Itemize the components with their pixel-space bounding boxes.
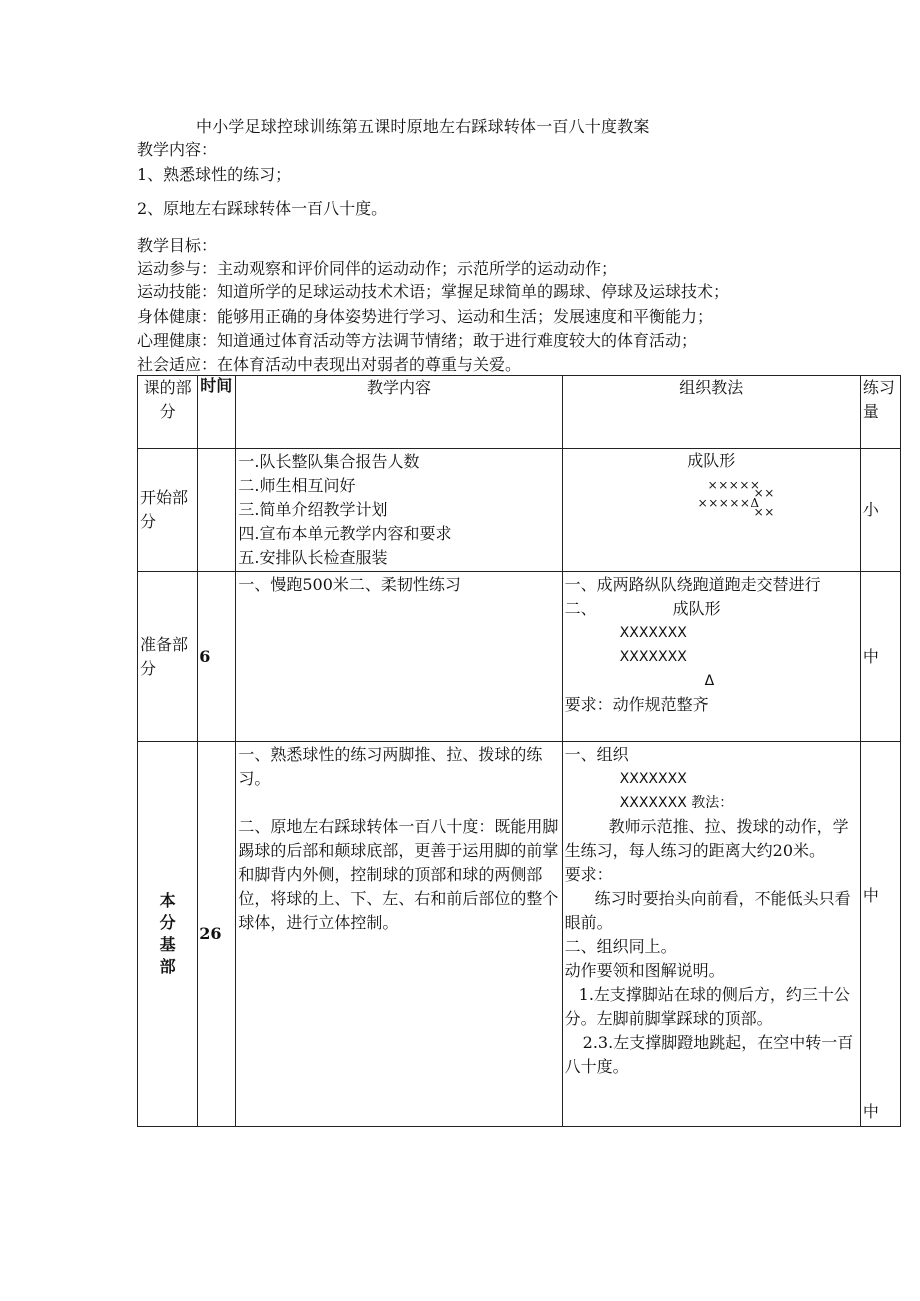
main-time: 26 [198, 742, 236, 1127]
start-method [562, 449, 860, 572]
prep-formation-row-1: XXXXXXX [619, 625, 687, 641]
main-method-step1: 1.左支撑脚站在球的侧后方，约三十公分。左脚前脚掌踩球的顶部。 [564, 985, 850, 1028]
main-method-teach: 教师示范推、拉、拨球的动作，学生练习，每人练习的距离大约20米。 [564, 817, 849, 860]
main-method-org2: 二、组织同上。 [564, 937, 677, 956]
header-method: 组织教法 [562, 376, 860, 449]
start-part: 开始部分 [138, 449, 198, 572]
row-main [138, 742, 901, 1127]
goals-heading: 教学目标： [137, 236, 218, 255]
content-item-2: 2、原地左右踩球转体一百八十度。 [137, 199, 388, 218]
prep-part: 准备部分 [138, 572, 198, 742]
row-start [138, 449, 901, 572]
content-item-1: 1、熟悉球性的练习； [137, 165, 292, 184]
prep-method [562, 572, 860, 742]
main-content-1: 一、熟悉球性的练习两脚推、拉、拨球的练习。 [238, 745, 543, 788]
prep-requirement: 要求：动作规范整齐 [564, 695, 709, 714]
start-content-5: 五.安排队长检查服装 [238, 548, 388, 567]
main-method-req-text: 练习时要抬头向前看，不能低头只看眼前。 [564, 889, 851, 932]
prep-teacher-marker: Δ [704, 673, 715, 689]
main-method-explain: 动作要领和图解说明。 [564, 961, 725, 980]
header-content: 教学内容 [236, 376, 562, 449]
prep-method-2: 二、 [564, 599, 597, 618]
main-load-2: 中 [862, 1102, 879, 1121]
main-method-req: 要求： [564, 865, 613, 884]
main-part [138, 742, 198, 1127]
main-method-step23: 2.3.左支撑脚蹬地跳起，在空中转一百八十度。 [564, 1033, 854, 1076]
page-title: 中小学足球控球训练第五课时原地左右踩球转体一百八十度教案 [196, 117, 650, 136]
main-content [236, 742, 562, 1127]
prep-content: 一、慢跑500米二、柔韧性练习 [236, 572, 562, 742]
header-load: 练习量 [860, 376, 900, 449]
prep-method-1: 一、成两路纵队绕跑道跑走交替进行 [564, 575, 821, 594]
formation-row-1: ××××× [707, 478, 761, 492]
goal-physical: 身体健康：能够用正确的身体姿势进行学习、运动和生活；发展速度和平衡能力； [137, 307, 714, 326]
main-formation-row-1: XXXXXXX [619, 771, 687, 787]
start-content-2: 二.师生相互问好 [238, 476, 356, 495]
start-formation [563, 473, 860, 521]
formation-row-2: ×××××Δ [697, 496, 760, 510]
goal-skill: 运动技能：知道所学的足球运动技术术语；掌握足球简单的踢球、停球及运球技术； [137, 282, 730, 301]
prep-formation-title: 成队形 [672, 599, 721, 618]
goal-social: 社会适应：在体育活动中表现出对弱者的尊重与关爱。 [137, 355, 522, 374]
goal-participation: 运动参与：主动观察和评价同伴的运动动作；示范所学的运动动作； [137, 259, 618, 278]
main-method [562, 742, 860, 1127]
prep-formation-row-2: XXXXXXX [619, 649, 687, 665]
start-content-4: 四.宣布本单元教学内容和要求 [238, 524, 452, 543]
main-load [860, 742, 900, 1127]
main-method-1: 一、组织 [564, 745, 629, 764]
row-prep [138, 572, 901, 742]
start-formation-title: 成队形 [687, 451, 736, 470]
start-time [198, 449, 236, 572]
content-heading: 教学内容： [137, 140, 218, 159]
start-content-3: 三.简单介绍教学计划 [238, 500, 388, 519]
main-part-label: 本分基部 [159, 891, 176, 976]
formation-flank-2: ×× [753, 505, 775, 519]
goal-mental: 心理健康：知道通过体育活动等方法调节情绪；敢于进行难度较大的体育活动； [137, 331, 698, 350]
lesson-table [137, 375, 901, 1127]
header-part: 课的部分 [138, 376, 198, 449]
start-content [236, 449, 562, 572]
header-time: 时间 [198, 376, 236, 449]
start-load: 小 [860, 449, 900, 572]
prep-load: 中 [860, 572, 900, 742]
start-content-1: 一.队长整队集合报告人数 [238, 452, 420, 471]
table-header-row [138, 376, 901, 449]
formation-flank-1: ×× [753, 486, 775, 500]
main-content-2: 二、原地左右踩球转体一百八十度：既能用脚踢球的后部和颠球底部，更善于运用脚的前掌和脚背内外侧，控制球的顶部和球的两侧部位，将球的上、下、左、右和前后部位的整个球体，进行立体控制。 [238, 817, 559, 932]
main-formation-row-2: XXXXXXX 教法： [619, 795, 734, 811]
main-load-1: 中 [862, 886, 879, 905]
prep-time: 6 [198, 572, 236, 742]
